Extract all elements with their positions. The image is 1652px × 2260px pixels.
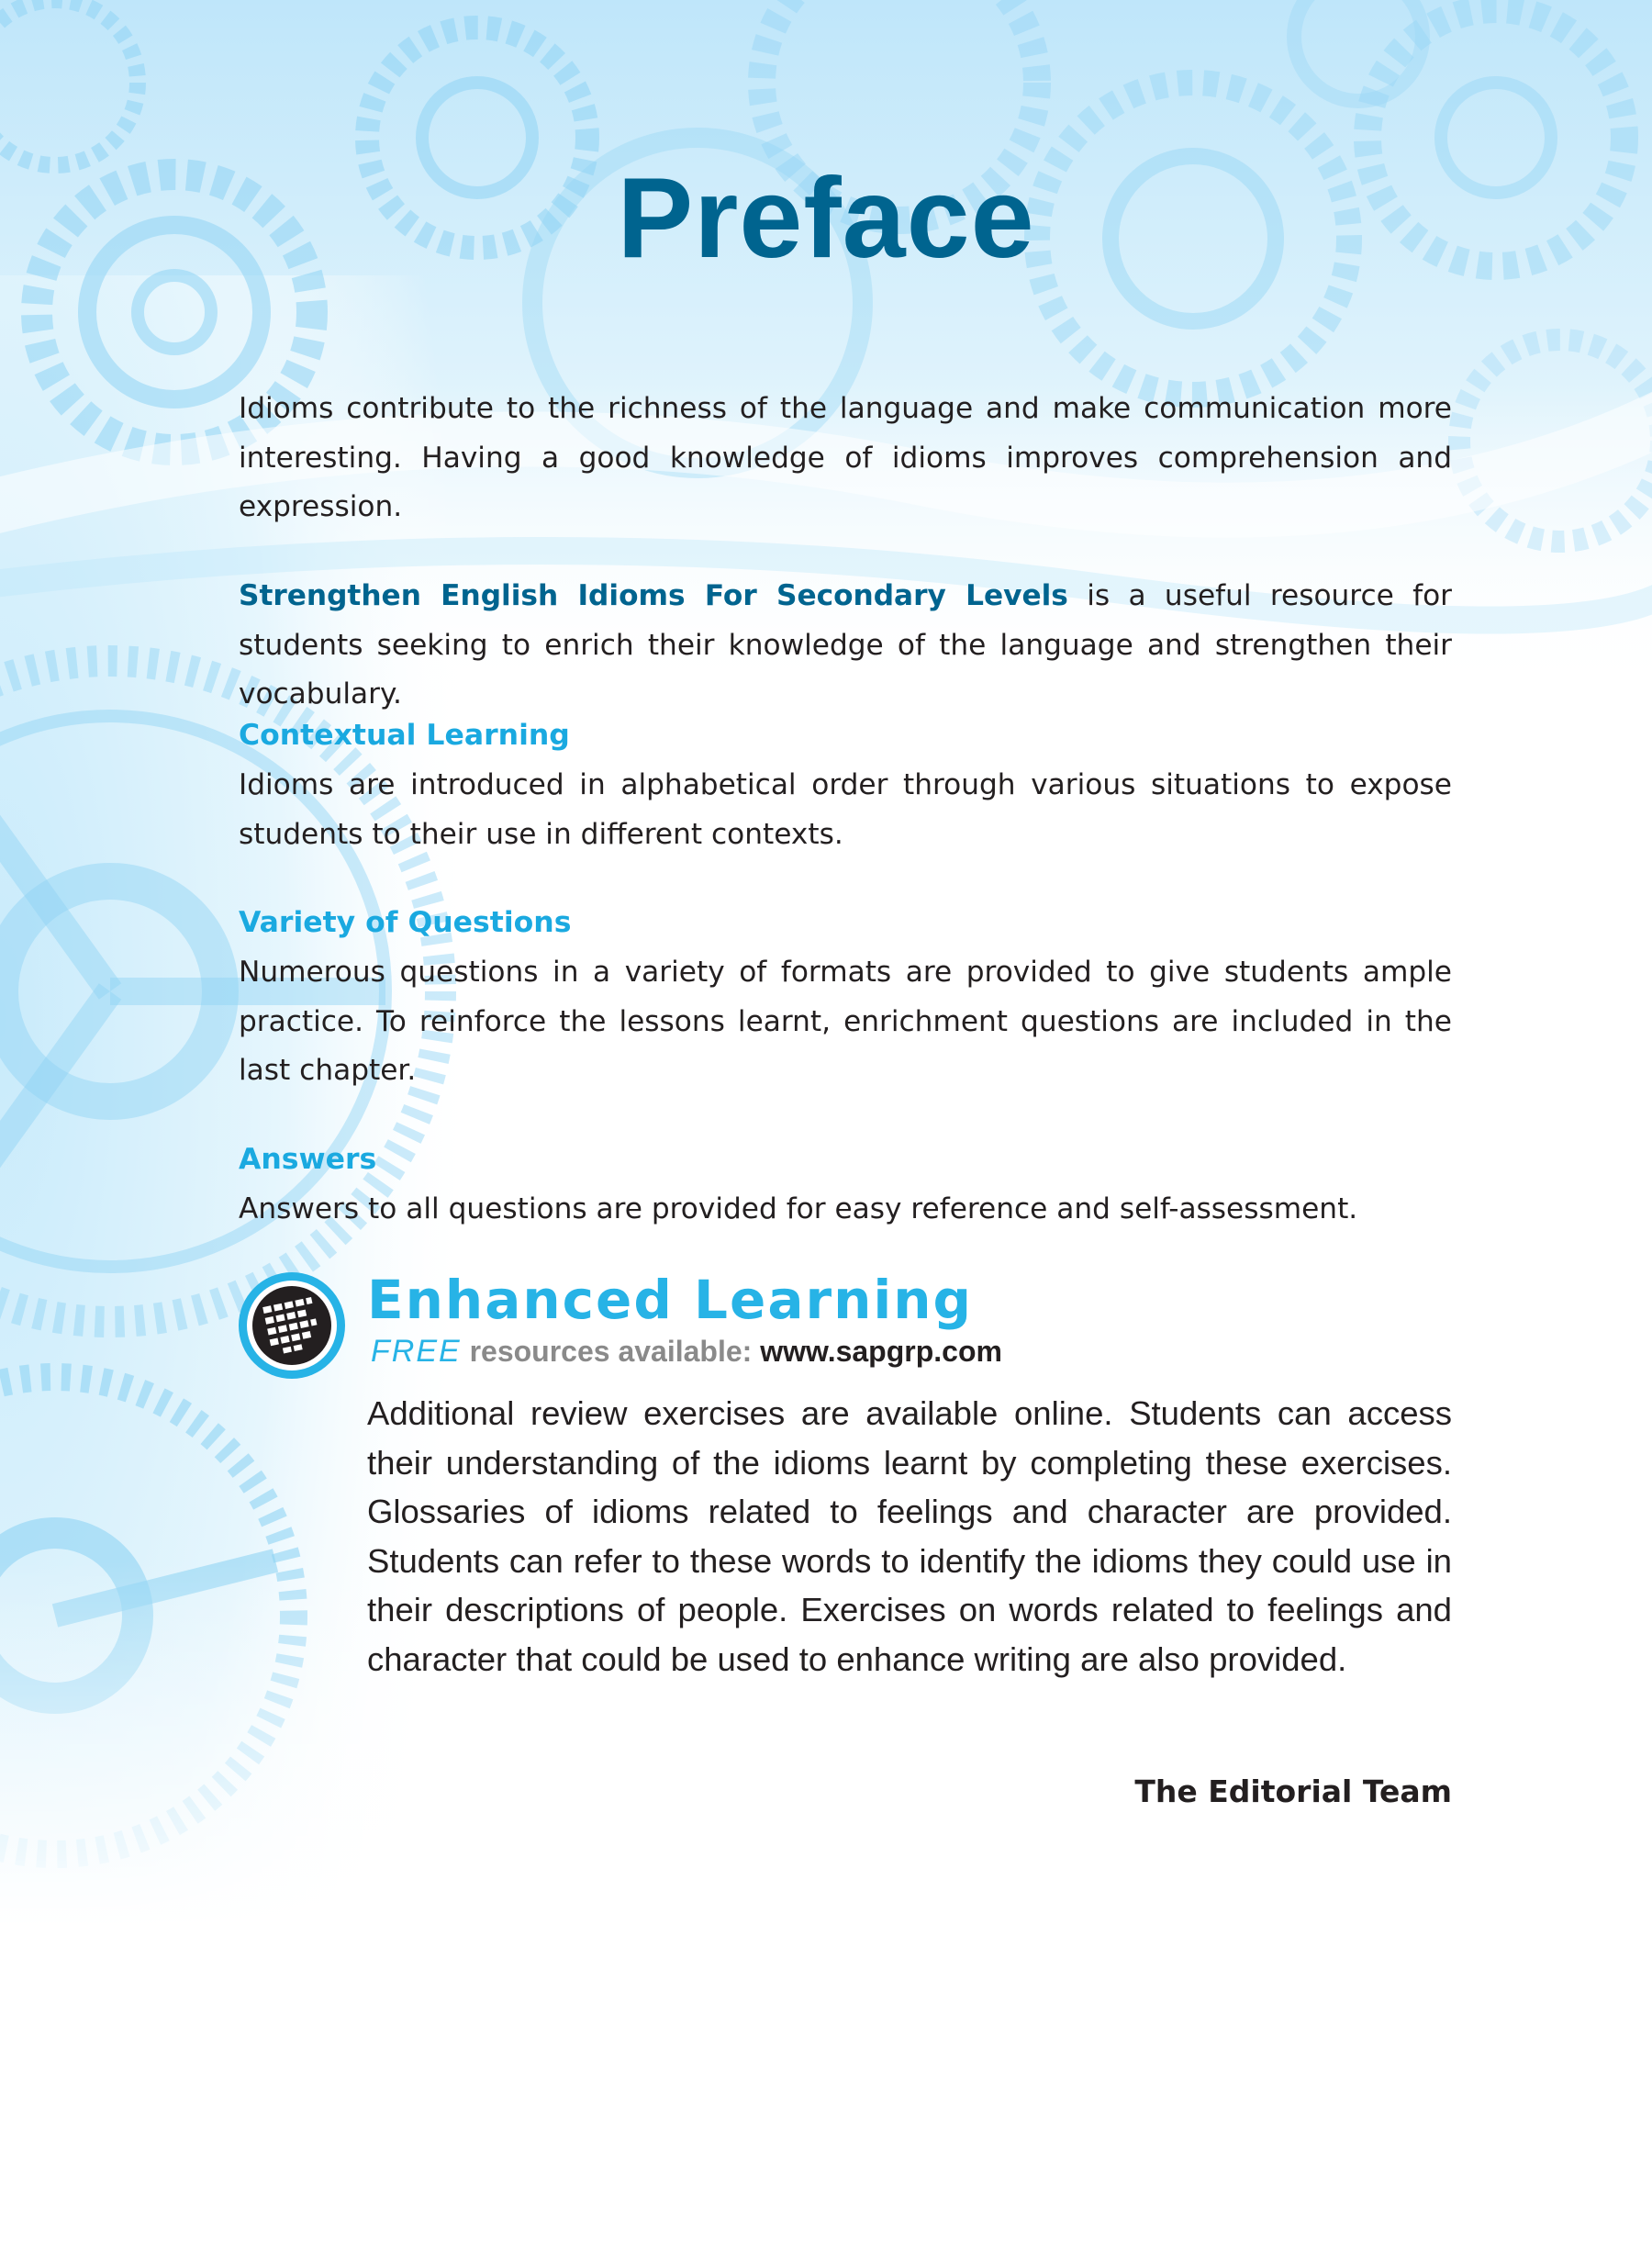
website-url: www.sapgrp.com — [760, 1335, 1002, 1368]
enhanced-learning-resources — [371, 1331, 1002, 1371]
section-text-contextual-learning: Idioms are introduced in alphabetical order through various situations to expose students to their use in different contexts. — [239, 768, 1452, 851]
book-title: Strengthen English Idioms For Secondary Levels — [239, 579, 1068, 612]
page-title: Preface — [617, 155, 1035, 282]
enhanced-learning-text: Additional review exercises are available online. Students can access their understanding of the idioms learnt by completing these exercises. Glossaries of idioms related to feelings and character are provided. Students can refer to these words to identify the idioms they could use in their descriptions of people. Exercises on words related to feelings and character that could be used to enhance writing are also provided. — [367, 1394, 1452, 1678]
section-text-variety-of-questions: Numerous questions in a variety of formats are provided to give students ample practice. To reinforce the lessons learnt, enrichment questions are included in the last chapter. — [239, 956, 1452, 1087]
resources-label: resources available: — [469, 1335, 753, 1368]
section-heading-variety-of-questions: Variety of Questions — [239, 906, 572, 939]
intro-paragraph: Idioms contribute to the richness of the language and make communication more interesting. Having a good knowledge of idioms improves comprehension and expression. — [239, 392, 1452, 523]
book-description: is a useful resource for students seeking to enrich their knowledge of the language and strengthen their vocabulary. — [239, 579, 1453, 710]
free-label: FREE — [371, 1334, 462, 1369]
enhanced-learning-logo-icon — [237, 1270, 347, 1381]
signature: The Editorial Team — [1134, 1773, 1452, 1809]
book-paragraph — [239, 572, 1452, 720]
section-heading-contextual-learning: Contextual Learning — [239, 719, 570, 752]
section-heading-answers: Answers — [239, 1143, 377, 1176]
section-text-answers: Answers to all questions are provided for easy reference and self-assessment. — [239, 1192, 1358, 1225]
enhanced-learning-title: Enhanced Learning — [367, 1269, 974, 1331]
